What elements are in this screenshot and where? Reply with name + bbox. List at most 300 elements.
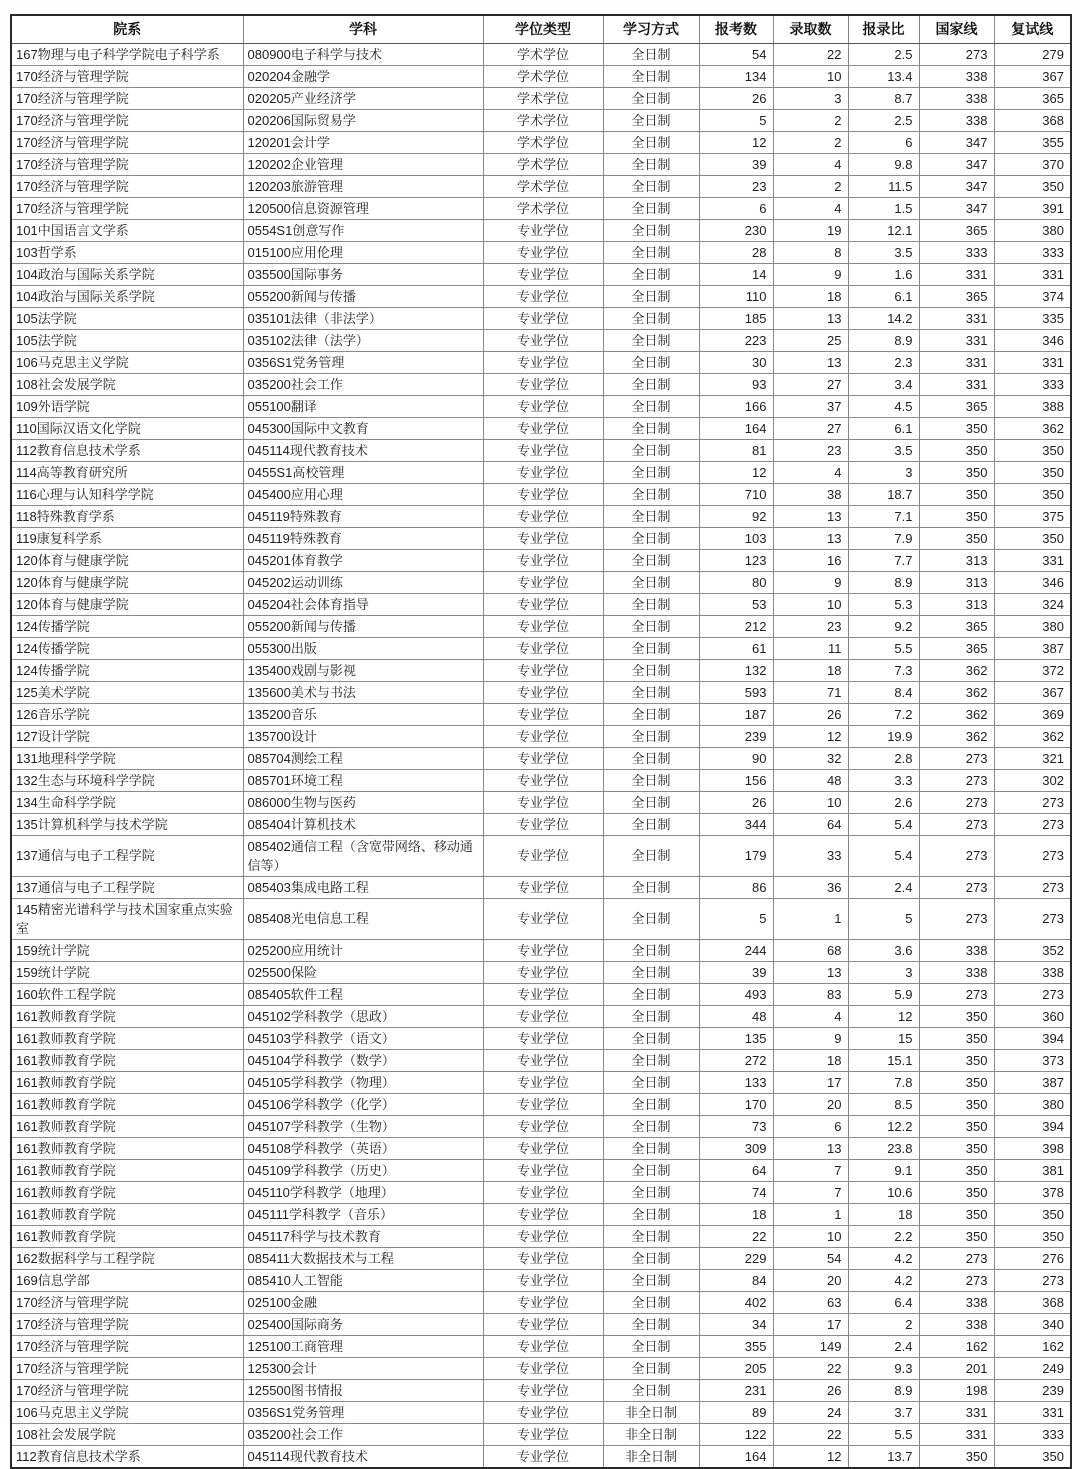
cell-admitted: 13 — [773, 505, 848, 527]
cell-department: 170经济与管理学院 — [11, 1379, 243, 1401]
cell-national-line: 365 — [919, 395, 994, 417]
cell-department: 161教师教育学院 — [11, 1181, 243, 1203]
cell-national-line: 365 — [919, 637, 994, 659]
cell-applicants: 18 — [699, 1203, 773, 1225]
cell-discipline: 035102法律（法学） — [243, 329, 483, 351]
cell-study-mode: 全日制 — [603, 373, 699, 395]
cell-discipline: 135700设计 — [243, 725, 483, 747]
cell-admitted: 10 — [773, 791, 848, 813]
table-row — [11, 1445, 1071, 1468]
cell-degree-type: 专业学位 — [483, 351, 603, 373]
cell-department: 114高等教育研究所 — [11, 461, 243, 483]
cell-retest-line: 394 — [994, 1115, 1071, 1137]
cell-degree-type: 专业学位 — [483, 1357, 603, 1379]
cell-retest-line: 333 — [994, 1423, 1071, 1445]
cell-degree-type: 专业学位 — [483, 1401, 603, 1423]
cell-national-line: 313 — [919, 593, 994, 615]
cell-national-line: 273 — [919, 983, 994, 1005]
cell-retest-line: 350 — [994, 175, 1071, 197]
cell-admitted: 13 — [773, 351, 848, 373]
cell-study-mode: 全日制 — [603, 1181, 699, 1203]
cell-ratio: 2.4 — [848, 1335, 919, 1357]
cell-discipline: 035101法律（非法学） — [243, 307, 483, 329]
cell-national-line: 313 — [919, 549, 994, 571]
cell-discipline: 045107学科教学（生物） — [243, 1115, 483, 1137]
cell-department: 118特殊教育学系 — [11, 505, 243, 527]
cell-ratio: 10.6 — [848, 1181, 919, 1203]
table-row — [11, 109, 1071, 131]
cell-degree-type: 专业学位 — [483, 1291, 603, 1313]
cell-national-line: 350 — [919, 1005, 994, 1027]
cell-ratio: 6 — [848, 131, 919, 153]
cell-discipline: 055200新闻与传播 — [243, 615, 483, 637]
cell-study-mode: 全日制 — [603, 241, 699, 263]
cell-ratio: 7.9 — [848, 527, 919, 549]
cell-admitted: 18 — [773, 1049, 848, 1071]
cell-study-mode: 全日制 — [603, 876, 699, 898]
cell-discipline: 045300国际中文教育 — [243, 417, 483, 439]
cell-ratio: 3.3 — [848, 769, 919, 791]
cell-degree-type: 专业学位 — [483, 681, 603, 703]
cell-department: 103哲学系 — [11, 241, 243, 263]
cell-retest-line: 362 — [994, 725, 1071, 747]
cell-study-mode: 全日制 — [603, 219, 699, 241]
cell-applicants: 230 — [699, 219, 773, 241]
cell-applicants: 89 — [699, 1401, 773, 1423]
cell-ratio: 7.7 — [848, 549, 919, 571]
cell-admitted: 9 — [773, 571, 848, 593]
cell-retest-line: 346 — [994, 571, 1071, 593]
cell-applicants: 593 — [699, 681, 773, 703]
cell-discipline: 125100工商管理 — [243, 1335, 483, 1357]
cell-national-line: 347 — [919, 131, 994, 153]
cell-retest-line: 350 — [994, 461, 1071, 483]
table-row — [11, 351, 1071, 373]
cell-degree-type: 专业学位 — [483, 329, 603, 351]
cell-national-line: 362 — [919, 659, 994, 681]
cell-national-line: 350 — [919, 1049, 994, 1071]
cell-admitted: 8 — [773, 241, 848, 263]
cell-applicants: 34 — [699, 1313, 773, 1335]
table-row — [11, 1115, 1071, 1137]
cell-department: 161教师教育学院 — [11, 1071, 243, 1093]
cell-ratio: 9.8 — [848, 153, 919, 175]
cell-degree-type: 专业学位 — [483, 898, 603, 939]
cell-study-mode: 非全日制 — [603, 1401, 699, 1423]
cell-applicants: 272 — [699, 1049, 773, 1071]
cell-retest-line: 369 — [994, 703, 1071, 725]
table-row — [11, 241, 1071, 263]
cell-retest-line: 276 — [994, 1247, 1071, 1269]
cell-admitted: 4 — [773, 197, 848, 219]
cell-degree-type: 专业学位 — [483, 1071, 603, 1093]
cell-ratio: 8.9 — [848, 571, 919, 593]
cell-admitted: 38 — [773, 483, 848, 505]
cell-study-mode: 非全日制 — [603, 1423, 699, 1445]
cell-admitted: 26 — [773, 1379, 848, 1401]
cell-study-mode: 全日制 — [603, 939, 699, 961]
cell-applicants: 133 — [699, 1071, 773, 1093]
table-row — [11, 483, 1071, 505]
cell-study-mode: 全日制 — [603, 329, 699, 351]
table-row — [11, 1049, 1071, 1071]
cell-degree-type: 专业学位 — [483, 1423, 603, 1445]
cell-retest-line: 302 — [994, 769, 1071, 791]
cell-ratio: 12.2 — [848, 1115, 919, 1137]
cell-national-line: 331 — [919, 373, 994, 395]
cell-national-line: 347 — [919, 153, 994, 175]
cell-admitted: 12 — [773, 725, 848, 747]
cell-retest-line: 370 — [994, 153, 1071, 175]
cell-admitted: 83 — [773, 983, 848, 1005]
cell-national-line: 362 — [919, 681, 994, 703]
cell-applicants: 14 — [699, 263, 773, 285]
cell-discipline: 085411大数据技术与工程 — [243, 1247, 483, 1269]
cell-study-mode: 全日制 — [603, 197, 699, 219]
cell-department: 170经济与管理学院 — [11, 1291, 243, 1313]
cell-discipline: 020205产业经济学 — [243, 87, 483, 109]
cell-national-line: 362 — [919, 703, 994, 725]
cell-discipline: 045111学科教学（音乐） — [243, 1203, 483, 1225]
cell-department: 127设计学院 — [11, 725, 243, 747]
cell-ratio: 2.2 — [848, 1225, 919, 1247]
cell-admitted: 4 — [773, 153, 848, 175]
cell-applicants: 179 — [699, 835, 773, 876]
cell-discipline: 025200应用统计 — [243, 939, 483, 961]
cell-degree-type: 专业学位 — [483, 1093, 603, 1115]
cell-discipline: 085704测绘工程 — [243, 747, 483, 769]
table-row — [11, 1005, 1071, 1027]
cell-admitted: 20 — [773, 1269, 848, 1291]
cell-degree-type: 专业学位 — [483, 983, 603, 1005]
cell-applicants: 122 — [699, 1423, 773, 1445]
cell-ratio: 7.3 — [848, 659, 919, 681]
cell-ratio: 5.5 — [848, 637, 919, 659]
cell-admitted: 13 — [773, 1137, 848, 1159]
cell-admitted: 13 — [773, 527, 848, 549]
cell-study-mode: 全日制 — [603, 395, 699, 417]
cell-applicants: 5 — [699, 898, 773, 939]
cell-admitted: 18 — [773, 659, 848, 681]
cell-admitted: 63 — [773, 1291, 848, 1313]
cell-discipline: 125300会计 — [243, 1357, 483, 1379]
cell-national-line: 331 — [919, 329, 994, 351]
cell-retest-line: 352 — [994, 939, 1071, 961]
cell-department: 108社会发展学院 — [11, 373, 243, 395]
cell-admitted: 17 — [773, 1071, 848, 1093]
cell-ratio: 9.2 — [848, 615, 919, 637]
table-row — [11, 1313, 1071, 1335]
cell-department: 161教师教育学院 — [11, 1225, 243, 1247]
cell-national-line: 365 — [919, 285, 994, 307]
cell-ratio: 5.5 — [848, 1423, 919, 1445]
cell-discipline: 020206国际贸易学 — [243, 109, 483, 131]
cell-national-line: 350 — [919, 1225, 994, 1247]
cell-degree-type: 专业学位 — [483, 1225, 603, 1247]
cell-discipline: 125500图书情报 — [243, 1379, 483, 1401]
cell-national-line: 350 — [919, 527, 994, 549]
table-row — [11, 637, 1071, 659]
cell-discipline: 085403集成电路工程 — [243, 876, 483, 898]
cell-national-line: 273 — [919, 791, 994, 813]
cell-applicants: 6 — [699, 197, 773, 219]
cell-study-mode: 全日制 — [603, 1203, 699, 1225]
cell-applicants: 30 — [699, 351, 773, 373]
cell-retest-line: 380 — [994, 1093, 1071, 1115]
cell-ratio: 2.6 — [848, 791, 919, 813]
cell-discipline: 085410人工智能 — [243, 1269, 483, 1291]
cell-department: 110国际汉语文化学院 — [11, 417, 243, 439]
cell-department: 170经济与管理学院 — [11, 87, 243, 109]
cell-department: 124传播学院 — [11, 615, 243, 637]
cell-study-mode: 全日制 — [603, 1115, 699, 1137]
cell-applicants: 26 — [699, 87, 773, 109]
cell-applicants: 5 — [699, 109, 773, 131]
cell-retest-line: 381 — [994, 1159, 1071, 1181]
cell-applicants: 12 — [699, 131, 773, 153]
cell-department: 161教师教育学院 — [11, 1203, 243, 1225]
cell-applicants: 53 — [699, 593, 773, 615]
table-row — [11, 549, 1071, 571]
table-row — [11, 1225, 1071, 1247]
cell-national-line: 331 — [919, 351, 994, 373]
cell-national-line: 350 — [919, 461, 994, 483]
cell-national-line: 365 — [919, 219, 994, 241]
cell-discipline: 020204金融学 — [243, 65, 483, 87]
table-row — [11, 1159, 1071, 1181]
cell-retest-line: 372 — [994, 659, 1071, 681]
cell-applicants: 355 — [699, 1335, 773, 1357]
table-row — [11, 43, 1071, 65]
cell-admitted: 20 — [773, 1093, 848, 1115]
cell-ratio: 3 — [848, 961, 919, 983]
table-row — [11, 593, 1071, 615]
cell-department: 126音乐学院 — [11, 703, 243, 725]
cell-national-line: 350 — [919, 1115, 994, 1137]
cell-admitted: 32 — [773, 747, 848, 769]
cell-retest-line: 324 — [994, 593, 1071, 615]
cell-admitted: 24 — [773, 1401, 848, 1423]
cell-study-mode: 全日制 — [603, 961, 699, 983]
cell-applicants: 81 — [699, 439, 773, 461]
cell-retest-line: 273 — [994, 898, 1071, 939]
cell-national-line: 273 — [919, 769, 994, 791]
cell-discipline: 120202企业管理 — [243, 153, 483, 175]
cell-admitted: 2 — [773, 131, 848, 153]
cell-degree-type: 专业学位 — [483, 703, 603, 725]
cell-study-mode: 全日制 — [603, 109, 699, 131]
cell-discipline: 120201会计学 — [243, 131, 483, 153]
cell-retest-line: 350 — [994, 483, 1071, 505]
cell-national-line: 350 — [919, 505, 994, 527]
cell-degree-type: 专业学位 — [483, 219, 603, 241]
cell-study-mode: 全日制 — [603, 1005, 699, 1027]
cell-admitted: 3 — [773, 87, 848, 109]
cell-degree-type: 专业学位 — [483, 1379, 603, 1401]
cell-degree-type: 专业学位 — [483, 1005, 603, 1027]
cell-degree-type: 专业学位 — [483, 876, 603, 898]
cell-retest-line: 321 — [994, 747, 1071, 769]
cell-study-mode: 全日制 — [603, 813, 699, 835]
cell-degree-type: 学术学位 — [483, 175, 603, 197]
cell-ratio: 5.4 — [848, 813, 919, 835]
table-row — [11, 329, 1071, 351]
cell-retest-line: 355 — [994, 131, 1071, 153]
cell-department: 170经济与管理学院 — [11, 153, 243, 175]
cell-degree-type: 专业学位 — [483, 549, 603, 571]
cell-department: 124传播学院 — [11, 637, 243, 659]
table-row — [11, 1247, 1071, 1269]
column-header-degree-type: 学位类型 — [483, 15, 603, 43]
cell-degree-type: 专业学位 — [483, 1445, 603, 1468]
cell-study-mode: 全日制 — [603, 725, 699, 747]
cell-retest-line: 273 — [994, 835, 1071, 876]
cell-ratio: 3.7 — [848, 1401, 919, 1423]
cell-department: 106马克思主义学院 — [11, 351, 243, 373]
cell-department: 132生态与环境科学学院 — [11, 769, 243, 791]
cell-study-mode: 全日制 — [603, 307, 699, 329]
cell-department: 170经济与管理学院 — [11, 131, 243, 153]
cell-ratio: 3.5 — [848, 241, 919, 263]
cell-admitted: 27 — [773, 373, 848, 395]
cell-national-line: 350 — [919, 1181, 994, 1203]
cell-study-mode: 全日制 — [603, 131, 699, 153]
cell-department: 167物理与电子科学学院电子科学系 — [11, 43, 243, 65]
cell-ratio: 2.8 — [848, 747, 919, 769]
cell-retest-line: 380 — [994, 615, 1071, 637]
column-header-admitted: 录取数 — [773, 15, 848, 43]
cell-retest-line: 373 — [994, 1049, 1071, 1071]
cell-discipline: 025500保险 — [243, 961, 483, 983]
cell-applicants: 84 — [699, 1269, 773, 1291]
cell-discipline: 055100翻译 — [243, 395, 483, 417]
cell-retest-line: 368 — [994, 109, 1071, 131]
cell-applicants: 185 — [699, 307, 773, 329]
cell-degree-type: 专业学位 — [483, 791, 603, 813]
cell-retest-line: 333 — [994, 241, 1071, 263]
column-header-national-line: 国家线 — [919, 15, 994, 43]
cell-study-mode: 全日制 — [603, 527, 699, 549]
cell-ratio: 2.5 — [848, 109, 919, 131]
cell-applicants: 212 — [699, 615, 773, 637]
table-row — [11, 461, 1071, 483]
column-header-ratio: 报录比 — [848, 15, 919, 43]
cell-study-mode: 全日制 — [603, 703, 699, 725]
cell-department: 162数据科学与工程学院 — [11, 1247, 243, 1269]
cell-study-mode: 全日制 — [603, 983, 699, 1005]
cell-degree-type: 专业学位 — [483, 725, 603, 747]
cell-retest-line: 394 — [994, 1027, 1071, 1049]
column-header-department: 院系 — [11, 15, 243, 43]
table-row — [11, 1335, 1071, 1357]
cell-degree-type: 学术学位 — [483, 197, 603, 219]
cell-retest-line: 273 — [994, 791, 1071, 813]
cell-degree-type: 专业学位 — [483, 1027, 603, 1049]
cell-degree-type: 学术学位 — [483, 153, 603, 175]
cell-national-line: 273 — [919, 43, 994, 65]
cell-degree-type: 专业学位 — [483, 1335, 603, 1357]
cell-national-line: 350 — [919, 439, 994, 461]
cell-admitted: 4 — [773, 1005, 848, 1027]
cell-study-mode: 全日制 — [603, 637, 699, 659]
cell-degree-type: 专业学位 — [483, 1137, 603, 1159]
cell-admitted: 22 — [773, 1357, 848, 1379]
cell-ratio: 9.1 — [848, 1159, 919, 1181]
table-row — [11, 1291, 1071, 1313]
cell-ratio: 13.7 — [848, 1445, 919, 1468]
cell-degree-type: 专业学位 — [483, 241, 603, 263]
cell-degree-type: 专业学位 — [483, 637, 603, 659]
cell-degree-type: 学术学位 — [483, 131, 603, 153]
cell-retest-line: 375 — [994, 505, 1071, 527]
cell-department: 170经济与管理学院 — [11, 1335, 243, 1357]
table-row — [11, 153, 1071, 175]
cell-department: 170经济与管理学院 — [11, 109, 243, 131]
cell-national-line: 350 — [919, 483, 994, 505]
table-row — [11, 571, 1071, 593]
cell-department: 161教师教育学院 — [11, 1115, 243, 1137]
cell-department: 161教师教育学院 — [11, 1137, 243, 1159]
cell-discipline: 085402通信工程（含宽带网络、移动通信等） — [243, 835, 483, 876]
cell-degree-type: 专业学位 — [483, 417, 603, 439]
cell-degree-type: 专业学位 — [483, 527, 603, 549]
cell-national-line: 350 — [919, 1027, 994, 1049]
cell-ratio: 2 — [848, 1313, 919, 1335]
cell-national-line: 331 — [919, 263, 994, 285]
cell-retest-line: 387 — [994, 637, 1071, 659]
cell-discipline: 135600美术与书法 — [243, 681, 483, 703]
table-row — [11, 505, 1071, 527]
cell-study-mode: 全日制 — [603, 263, 699, 285]
cell-admitted: 7 — [773, 1159, 848, 1181]
cell-applicants: 132 — [699, 659, 773, 681]
cell-retest-line: 273 — [994, 1269, 1071, 1291]
cell-retest-line: 279 — [994, 43, 1071, 65]
cell-discipline: 045202运动训练 — [243, 571, 483, 593]
cell-study-mode: 全日制 — [603, 1247, 699, 1269]
cell-department: 159统计学院 — [11, 961, 243, 983]
cell-national-line: 313 — [919, 571, 994, 593]
cell-retest-line: 350 — [994, 1225, 1071, 1247]
cell-applicants: 135 — [699, 1027, 773, 1049]
cell-ratio: 7.8 — [848, 1071, 919, 1093]
cell-study-mode: 全日制 — [603, 505, 699, 527]
cell-national-line: 350 — [919, 1445, 994, 1468]
cell-applicants: 164 — [699, 417, 773, 439]
cell-department: 112教育信息技术学系 — [11, 439, 243, 461]
cell-retest-line: 367 — [994, 65, 1071, 87]
cell-national-line: 162 — [919, 1335, 994, 1357]
cell-admitted: 1 — [773, 1203, 848, 1225]
cell-applicants: 123 — [699, 549, 773, 571]
header-row — [11, 15, 1071, 43]
cell-degree-type: 专业学位 — [483, 769, 603, 791]
table-row — [11, 1357, 1071, 1379]
cell-admitted: 4 — [773, 461, 848, 483]
table-row — [11, 659, 1071, 681]
cell-discipline: 045119特殊教育 — [243, 527, 483, 549]
cell-discipline: 035200社会工作 — [243, 373, 483, 395]
cell-admitted: 18 — [773, 285, 848, 307]
table-row — [11, 131, 1071, 153]
cell-national-line: 273 — [919, 876, 994, 898]
cell-national-line: 273 — [919, 1269, 994, 1291]
cell-applicants: 48 — [699, 1005, 773, 1027]
cell-discipline: 045114现代教育技术 — [243, 1445, 483, 1468]
cell-applicants: 86 — [699, 876, 773, 898]
cell-applicants: 103 — [699, 527, 773, 549]
cell-national-line: 201 — [919, 1357, 994, 1379]
